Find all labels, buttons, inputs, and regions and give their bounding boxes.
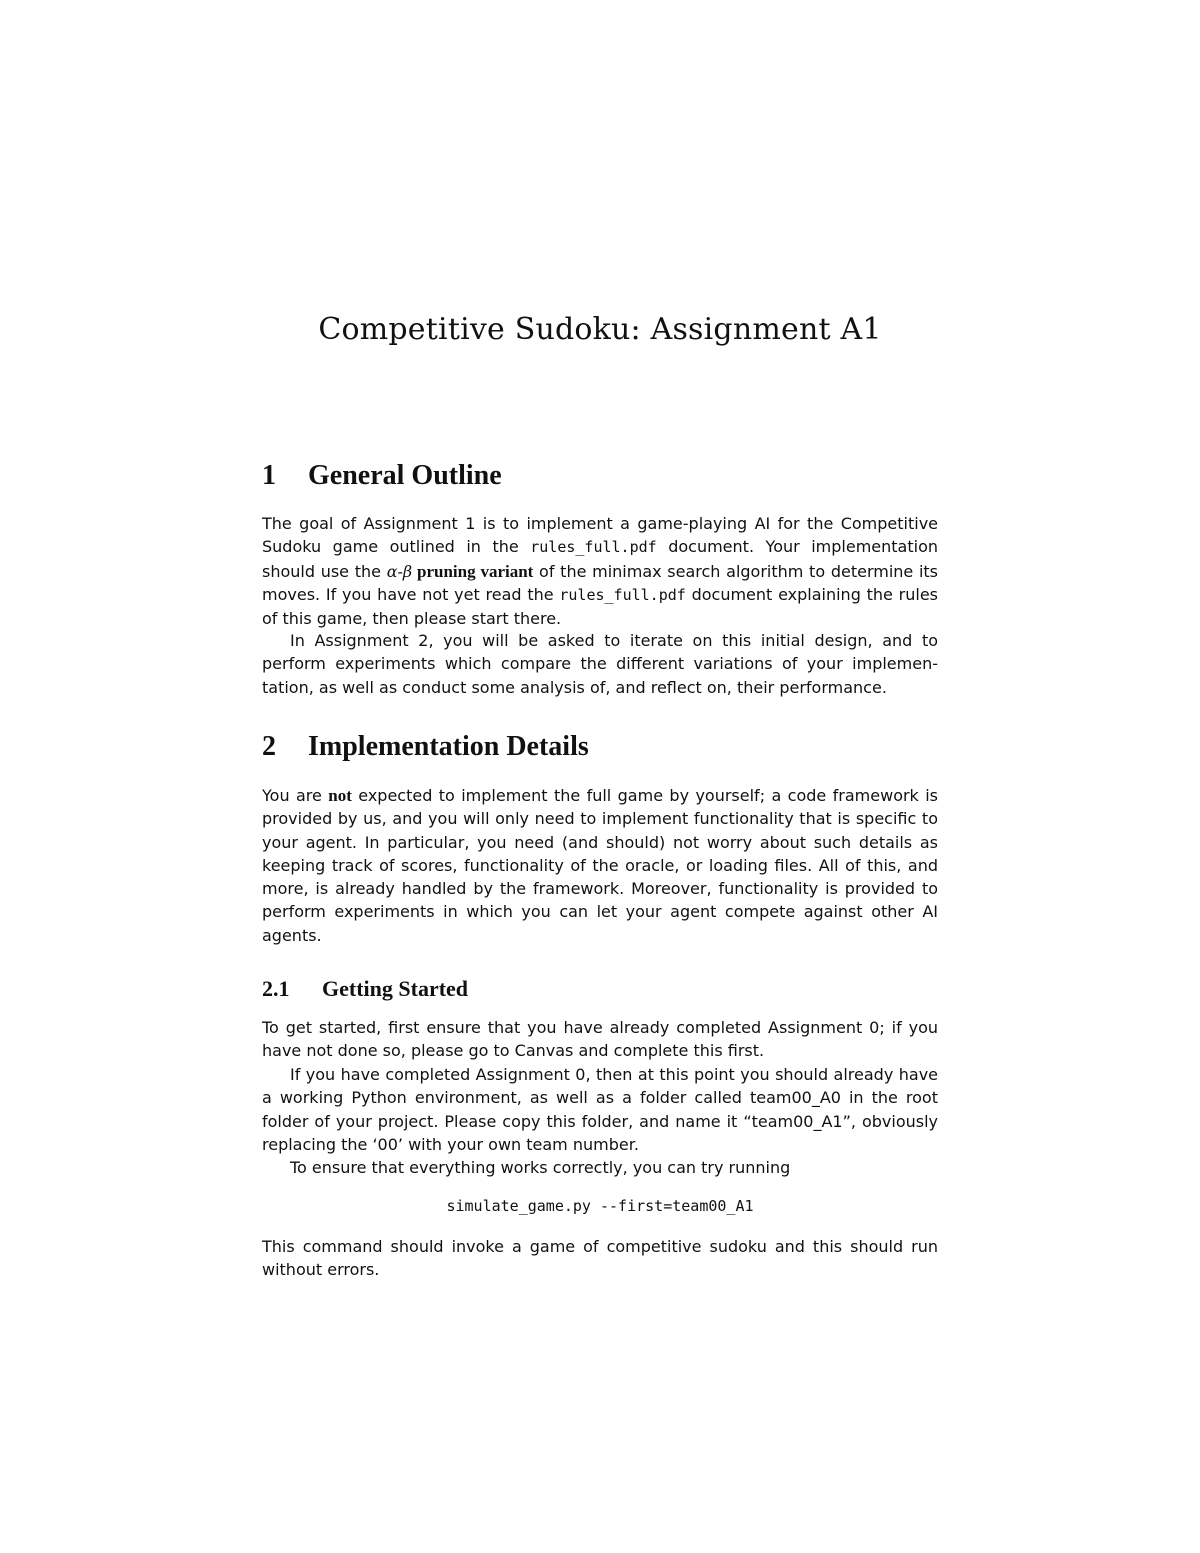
inline-code-rules-file: rules_full.pdf: [559, 585, 686, 604]
text-run: The goal of Assignment 1 is to implement a game-playing AI for the Competitive Sudoku game outlined in the: [262, 514, 938, 557]
paragraph-getting-started-3: To ensure that everything works correctly, you can try running: [290, 1158, 791, 1177]
paragraph-getting-started-1: To get started, first ensure that you have already completed Assignment 0; if you have not done so, please go to Canvas and complete this first.: [262, 1018, 938, 1061]
paragraph-implementation-details: [262, 784, 938, 947]
paragraph-general-outline-1: [262, 512, 938, 630]
text-run: of the minimax search algorithm to determine its moves. If you have not yet read the: [262, 561, 939, 604]
text-run: expected to implement the full game by yourself; a code framework is provided by us, and you will only need to implement functionality that is specific to your agent. In particular, you need (and should) not worry about such details as keeping track of scores, functionality of the oracle, or loading files. All of this, and more, is already handled by the framework. Moreover, functionality is provided to perform experiments in which you can let your agent compete against other AI agents.: [262, 786, 938, 945]
section-number: 2.1: [262, 976, 290, 1001]
subsection-heading-getting-started: [262, 976, 468, 1002]
inline-code-rules-file: rules_full.pdf: [530, 538, 657, 557]
section-number: 2: [262, 731, 276, 762]
section-title: Implementation Details: [308, 731, 589, 762]
paragraph-general-outline-2: In Assignment 2, you will be asked to iterate on this initial design, and to perform experiments which compare the different variations of your implementation, as well as conduct some analysis of, and reflect on, their performance.: [262, 631, 938, 697]
command-line-example: simulate_game.py --first=team00_A1: [446, 1197, 754, 1215]
section-title: General Outline: [308, 460, 502, 491]
emphasis-not: not: [328, 786, 352, 805]
paragraph-getting-started-2: If you have completed Assignment 0, then at this point you should already have a working Python environment, as well as a folder called team00_A0 in the root folder of your project. Please copy this folder, and name it “team00_A1”, obviously replacing the ‘00’ with your own team number.: [262, 1065, 938, 1154]
section-heading-general-outline: [262, 460, 502, 492]
section-number: 1: [262, 460, 276, 491]
math-alpha-beta: α-β: [386, 561, 413, 581]
section-heading-implementation-details: [262, 731, 589, 763]
section-title: Getting Started: [322, 976, 469, 1001]
emphasis-pruning-variant: pruning variant: [412, 561, 534, 581]
text-run: document explaining the rules of this game, then please start there.: [262, 584, 938, 629]
paragraph-after-command: This command should invoke a game of competitive sudoku and this should run without errors.: [262, 1237, 938, 1280]
text-run: You are: [262, 786, 329, 805]
text-run: document. Your implementation should use the: [262, 537, 938, 581]
document-title: Competitive Sudoku: Assignment A1: [318, 312, 882, 347]
